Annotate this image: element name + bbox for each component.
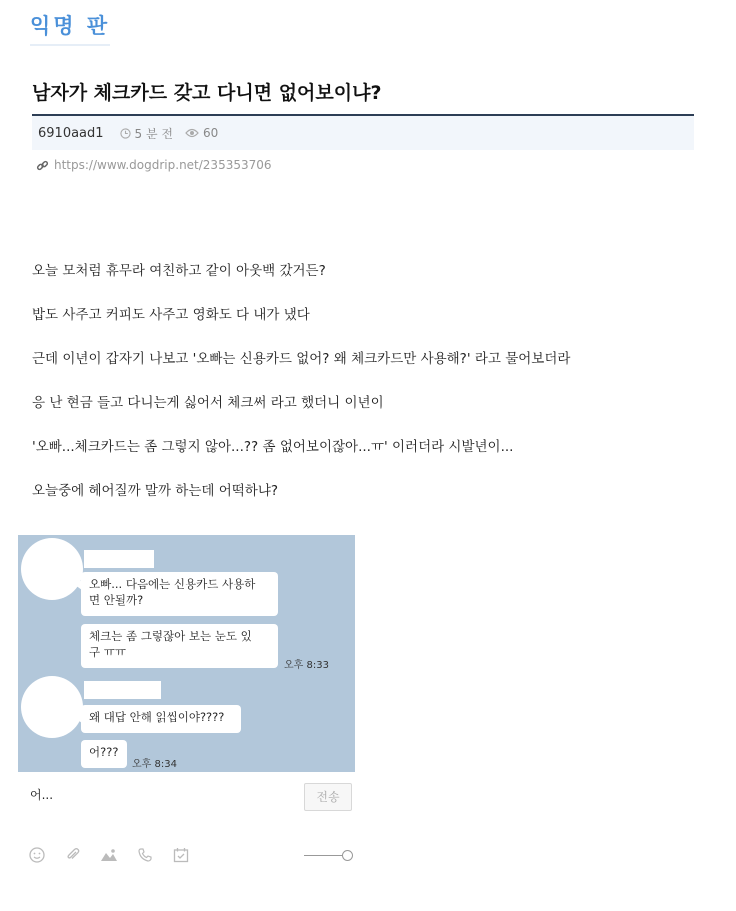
source-link[interactable] xyxy=(36,158,272,172)
chat-bubble xyxy=(81,572,278,616)
post-time-text: 5 분 전 xyxy=(134,126,173,141)
image-icon xyxy=(100,846,118,864)
post-title: 남자가 체크카드 갖고 다니면 없어보이냐? xyxy=(32,82,382,104)
chat-toolbar xyxy=(28,846,208,864)
chat-bubble-line: 구 ㅠㅠ xyxy=(89,645,126,659)
avatar xyxy=(21,538,83,600)
post-time xyxy=(120,125,173,142)
slider-handle xyxy=(342,850,353,861)
reply-input-text: 어... xyxy=(30,788,54,802)
slider-track xyxy=(304,855,344,856)
attach-icon xyxy=(64,846,82,864)
post-body xyxy=(32,262,712,526)
author-name[interactable]: 6910aad1 xyxy=(38,125,104,141)
source-url[interactable]: https://www.dogdrip.net/235353706 xyxy=(54,158,272,172)
chat-bubble-line: 체크는 좀 그렇잖아 보는 눈도 있 xyxy=(89,629,252,643)
chat-bubble xyxy=(81,624,278,668)
chat-bubble xyxy=(81,740,127,768)
redacted-name xyxy=(84,681,161,699)
post-views xyxy=(185,126,218,140)
chat-bubble-line: 오빠... 다음에는 신용카드 사용하 xyxy=(89,577,256,591)
chat-bubble-line: 왜 대답 안해 읽씹이야???? xyxy=(89,710,225,724)
emoji-icon xyxy=(28,846,46,864)
size-slider xyxy=(304,850,354,862)
avatar xyxy=(21,676,83,738)
redacted-name xyxy=(84,550,154,568)
send-button: 전송 xyxy=(304,783,352,811)
chat-bubble-line: 어??? xyxy=(89,745,119,759)
chat-time: 오후 8:33 xyxy=(284,660,329,671)
calendar-icon xyxy=(172,846,190,864)
chat-screenshot xyxy=(18,535,355,772)
body-paragraph: '오빠...체크카드는 좀 그렇지 않아...?? 좀 없어보이잖아...ㅠ' 이러더라 시발년이... xyxy=(32,439,514,455)
phone-icon xyxy=(136,846,154,864)
chat-bubble xyxy=(81,705,241,733)
body-paragraph: 오늘중에 헤어질까 말까 하는데 어떡하냐? xyxy=(32,483,279,499)
eye-icon xyxy=(185,128,199,138)
body-paragraph: 응 난 현금 들고 다니는게 싫어서 체크써 라고 했더니 이년이 xyxy=(32,395,384,411)
board-title[interactable]: 익명 판 xyxy=(30,10,110,46)
body-paragraph: 밥도 사주고 커피도 사주고 영화도 다 내가 냈다 xyxy=(32,307,310,323)
chat-bubble-line: 면 안될까? xyxy=(89,593,144,607)
link-icon xyxy=(36,159,49,172)
post-meta-bar xyxy=(32,116,694,150)
chat-time: 오후 8:34 xyxy=(132,759,177,770)
body-paragraph: 오늘 모처럼 휴무라 여친하고 같이 아웃백 갔거든? xyxy=(32,263,326,279)
body-paragraph: 근데 이년이 갑자기 나보고 '오빠는 신용카드 없어? 왜 체크카드만 사용해?' 라고 물어보더라 xyxy=(32,351,571,367)
post-views-count: 60 xyxy=(203,126,219,140)
clock-icon xyxy=(120,128,131,139)
